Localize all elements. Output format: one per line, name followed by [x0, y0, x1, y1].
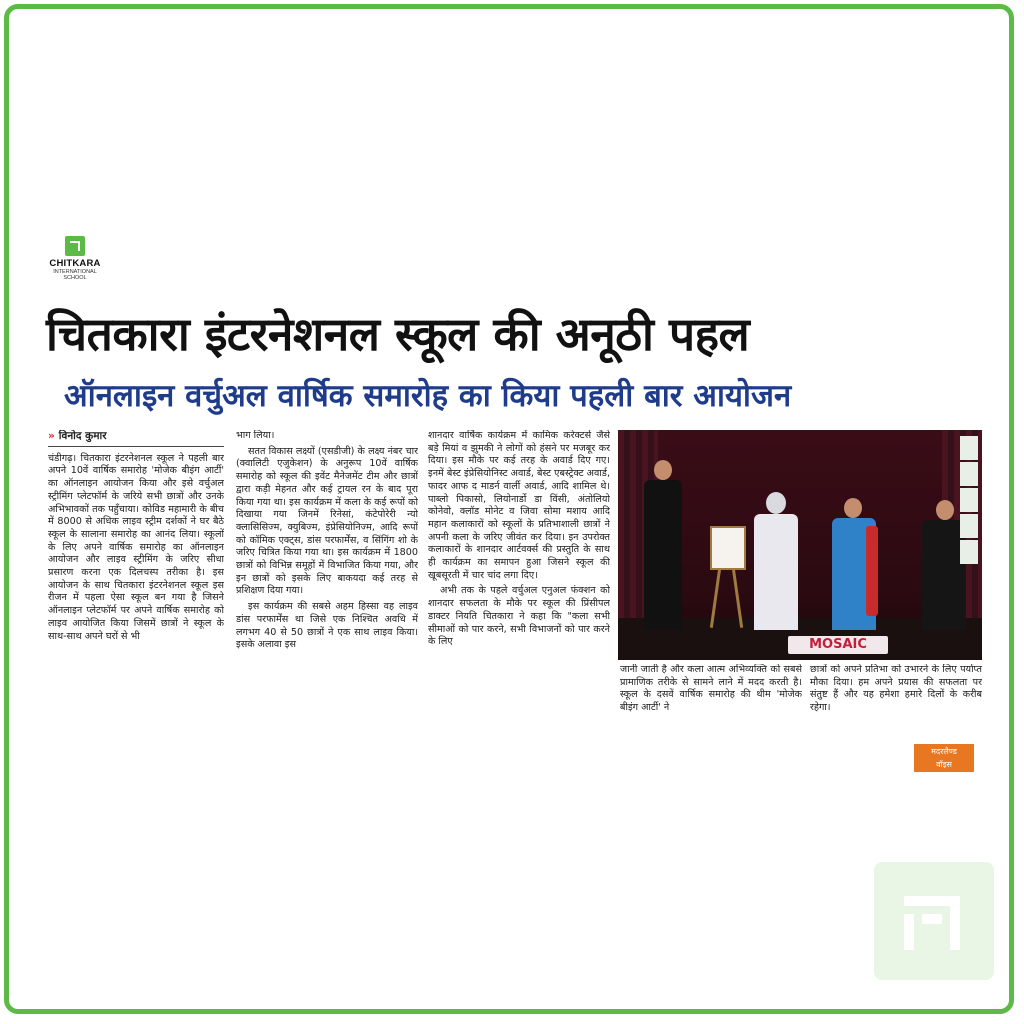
event-photo [618, 430, 982, 660]
performer-figure [754, 514, 798, 630]
logo-name: CHITKARA [49, 258, 101, 269]
brand-tag-line2: वॉइस [936, 760, 952, 769]
side-banner [960, 514, 978, 538]
performer-head [936, 500, 954, 520]
paragraph: इस कार्यक्रम की सबसे अहम हिस्सा वह लाइव डांस परफार्मेंस था जिसे एक निश्चित अवधि में लगभग 40 से 50 छात्रों ने एक साथ लाइव किया। इसके अलावा इस [236, 601, 418, 651]
headline: चितकारा इंटरनेशनल स्कूल की अनूठी पहल [46, 307, 750, 361]
article-column-4 [620, 664, 802, 718]
article-column-2 [236, 430, 418, 655]
subheadline: ऑनलाइन वर्चुअल वार्षिक समारोह का किया पहली बार आयोजन [64, 378, 792, 414]
byline [48, 430, 224, 447]
side-banner [960, 488, 978, 512]
motherland-voice-tag [914, 744, 974, 772]
paragraph: छात्रों को अपने प्रतिभा को उभारने के लिए पर्याप्त मौका दिया। हम अपने प्रयास की सफलता पर संतुष्ट हैं और यह हमेशा हमारे दिलों के करीब रहेगा। [810, 664, 982, 714]
side-banner [960, 462, 978, 486]
paragraph: जानी जाती है और कला आत्म अभिव्यक्ति को सबसे प्रामाणिक तरीके से सामने लाने में मदद करती है। स्कूल के दसवें वार्षिक समारोह की थीम 'मोजेक बीइंग आर्टी' ने [620, 664, 802, 714]
paragraph: अभी तक के पहले वर्चुअल एनुअल फंक्शन को शानदार सफलता के मौके पर स्कूल की प्रिंसीपल डाक्टर नियति चितकारा ने कहा कि "कला सभी सीमाओं को पार करने, सभी विभाजनों को पार करने के लिए [428, 585, 610, 648]
side-banner [960, 436, 978, 460]
dupatta [866, 526, 878, 616]
paragraph: भाग लिया। [236, 430, 275, 441]
mosaic-banner: MOSAIC [788, 636, 888, 654]
watermark-bar [950, 896, 960, 950]
brand-tag-line1: मदरलैण्ड [931, 747, 957, 756]
performer-head [654, 460, 672, 480]
easel [710, 526, 746, 570]
watermark-bar [904, 914, 914, 950]
paragraph: चंडीगढ़। चितकारा इंटरनेशनल स्कूल ने पहली बार अपने 10वें वार्षिक समारोह 'मोजेक बीइंग आर्टी' का ऑनलाइन आयोजन किया और इसे वर्चुअल स्ट्रीमिंग प्लेटफॉर्म के जरिये सभी छात्रों और उनके अभिभावकों तक पहुँचाया। कोविड महामारी के बीच में 8000 से अधिक लाइव स्ट्रीम दर्शकों ने घर बैठे स्कूल के सालाना समारोह का आनंद लिया। स्कूलों के लिए अपने वार्षिक समारोह का ऑनलाइन आयोजन और लाइव स्ट्रीमिंग के जरिए सीधा प्रसारण करना एक दिलचस्प तरीका है। इस आयोजन के साथ चितकारा इंटरनेशनल स्कूल इस रीजन में पहला ऐसा स्कूल बन गया है जिसने ऑनलाइन प्लेटफॉर्म पर अपने वार्षिक समारोह को लाइव आयोजित किया जिसमें छात्रों ने स्कूल के साथ-साथ अपने घरों से भी [48, 452, 224, 642]
article-column-1 [48, 430, 224, 646]
watermark-bar [922, 914, 942, 924]
side-banner [960, 540, 978, 564]
chitkara-logo [44, 236, 106, 281]
chitkara-watermark-icon [874, 862, 994, 980]
article-column-5 [810, 664, 982, 718]
chitkara-logo-icon [65, 236, 85, 256]
author-name: विनोद कुमार [58, 430, 107, 442]
side-banners [960, 436, 978, 566]
performer-head [844, 498, 862, 518]
paragraph: सतत विकास लक्ष्यों (एसडीजी) के लक्ष्य नंबर चार (क्वालिटी एजुकेशन) के अनुरूप 10वें वार्षिक समारोह को स्कूल की इवेंट मैनेजमेंट टीम और छात्रों द्वारा कड़ी मेहनत और कई ट्रायल रन के बाद पूरा किया गया था। इस कार्यक्रम में कला के कई रूपों को दिखाया गया जिनमें रिनेसां, कंटेपोरेरी न्यो क्लासिसिज्म, क्युबिज्म, इंप्रेसियोनिज्म, आदि रूपों को कॉमिक एक्ट्स, डांस परफार्मेंस, व सिंगिंग शो के जरिए चित्रित किया गया था। इस कार्यक्रम में 1800 छात्रों को विभिन्न समूहों में विभाजित किया गया, और इन छात्रों को इसके लिए बाकयदा कई तरह से प्रशिक्षण दिया गया। [236, 445, 418, 597]
paragraph: शानदार वार्षिक कार्यक्रम में कामिक करेक्टर्स जैसे बड़े मियां व झुमकी ने लोगों को हंसने पर मजबूर कर दिया। इस मौके पर कई तरह के अवार्ड दिए गए। इनमें बेस्ट इंप्रेसियोनिस्ट अवार्ड, बेस्ट एबस्ट्रेक्ट अवार्ड, फादर आफ द माडर्न वार्ली अवार्ड, आदि शामिल थे। पाब्लो पिकासो, लियोनार्डो डा विंसी, अंतोलियो कोनेवो, क्लॉड मोनेट व जिवा सोमा मशाय आदि महान कलाकारों को स्कूलों के प्रतिभाशाली छात्रों ने अपनी कला के जरिए जीवंत कर दिया। इन उपरोक्त कलाकारों के शानदार आर्टवर्क्स की प्रस्तुति के साथ ही कार्यक्रम का समापन हुआ जिसने स्कूल की खूबसूरती में चार चांद लगा दिए। [428, 430, 610, 581]
performer-figure [644, 480, 682, 630]
chevron-right-icon: » [48, 430, 55, 442]
logo-subtitle: INTERNATIONAL SCHOOL [53, 269, 97, 281]
article-column-3 [428, 430, 610, 652]
performer-head [766, 492, 786, 514]
